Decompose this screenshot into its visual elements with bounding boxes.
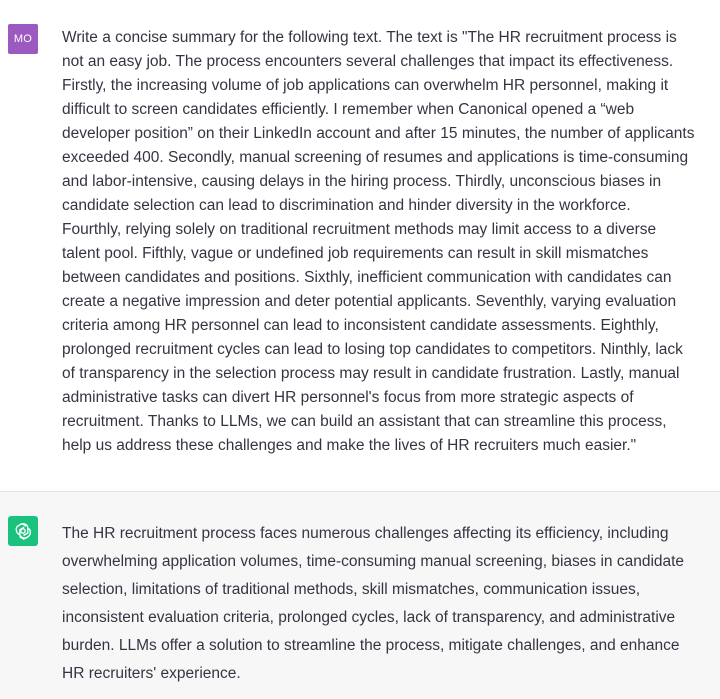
- user-message-text: Write a concise summary for the following text. The text is "The HR recruitment process is not an easy job. The process encounters several challenges that impact its effectiveness. Firstly, the increasing volume of job applications can overwhelm HR personnel, making it difficult to screen candidates efficiently. I remember when Canonical opened a “web developer position” on their LinkedIn account and after 15 minutes, the number of applicants exceeded 400. Secondly, manual screening of resumes and applications is time-consuming and labor-intensive, causing delays in the hiring process. Thirdly, unconscious biases in candidate selection can lead to discrimination and hinder diversity in the workforce. Fourthly, relying solely on traditional recruitment methods may limit access to a diverse talent pool. Fifthly, vague or undefined job requirements can result in skill mismatches between candidates and positions. Sixthly, inefficient communication with candidates can create a negative impression and deter potential applicants. Seventhly, varying evaluation criteria among HR personnel can lead to inconsistent candidate assessments. Eighthly, prolonged recruitment cycles can lead to losing top candidates to competitors. Ninthly, lack of transparency in the selection process may result in candidate frustration. Lastly, manual administrative tasks can divert HR personnel's focus from more strategic aspects of recruitment. Thanks to LLMs, we can build an assistant that can streamline this process, help us address these challenges and make the lives of HR recruiters much easier.": [62, 29, 695, 454]
- user-avatar: MO: [8, 24, 38, 54]
- openai-logo-icon: [8, 516, 38, 546]
- assistant-message: [0, 492, 720, 699]
- assistant-message-text: The HR recruitment process faces numerous challenges affecting its efficiency, including overwhelming application volumes, time-consuming manual screening, biases in candidate selection, limitations of traditional methods, skill mismatches, communication issues, inconsistent evaluation criteria, prolonged cycles, lack of transparency, and administrative burden. LLMs offer a solution to streamline the process, mitigate challenges, and enhance HR recruiters' experience.: [62, 525, 685, 682]
